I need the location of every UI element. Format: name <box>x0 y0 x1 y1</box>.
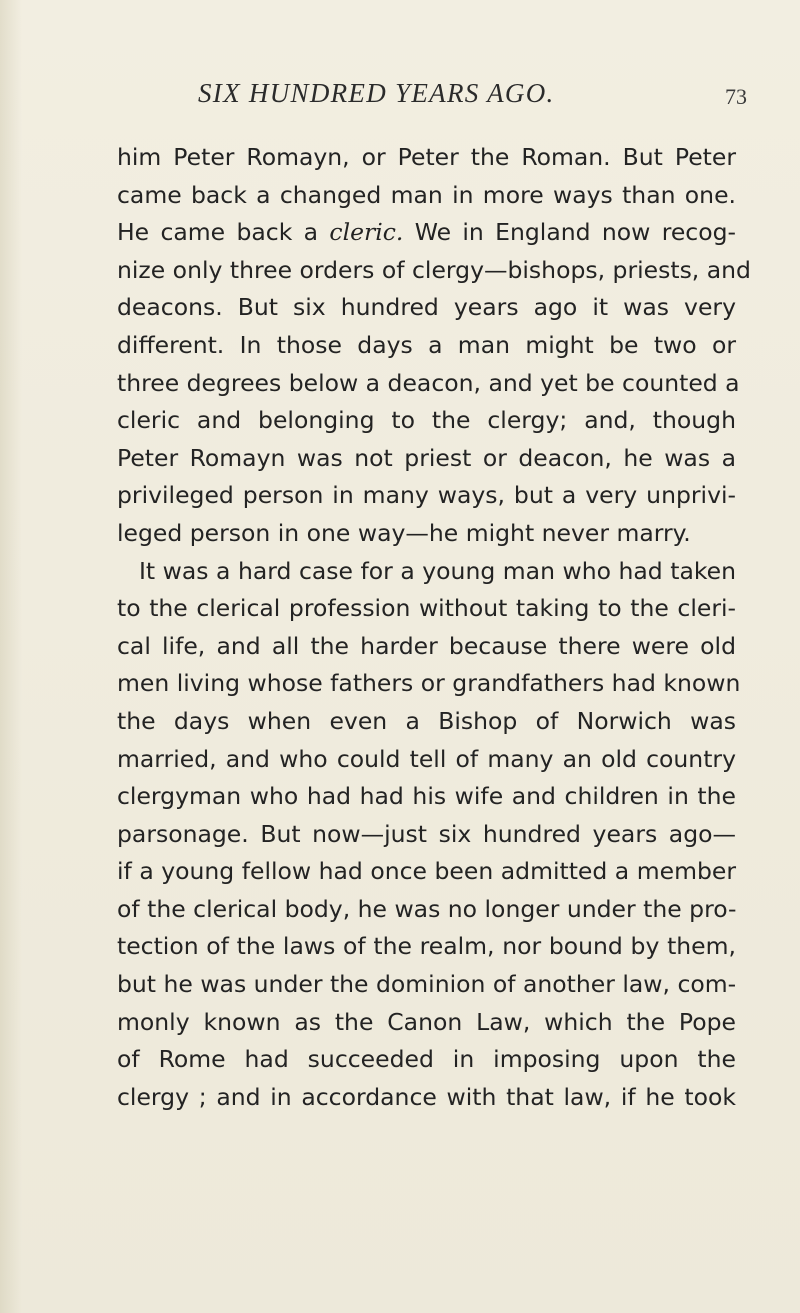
text-line: different. In those days a man might be two or <box>117 330 736 359</box>
running-title: SIX HUNDRED YEARS AGO. <box>198 78 555 108</box>
text-line: cleric and belonging to the clergy; and, though <box>117 406 736 435</box>
text-line: cal life, and all the harder because there were old <box>117 631 736 660</box>
text-line: to the clerical profession without taking to the cleri- <box>117 594 736 623</box>
text-line: He came back a cleric. We in England now recog- <box>117 218 736 247</box>
text-line: privileged person in many ways, but a very unprivi- <box>117 481 736 510</box>
text-line: monly known as the Canon Law, which the Pope <box>117 1007 736 1036</box>
text-line: of Rome had succeeded in imposing upon the <box>117 1045 736 1074</box>
body-text <box>117 139 751 1116</box>
text-line: the days when even a Bishop of Norwich was <box>117 706 736 735</box>
text-line: leged person in one way—he might never marry. <box>117 518 691 547</box>
text-line: came back a changed man in more ways than one. <box>117 180 736 209</box>
text-line: of the clerical body, he was no longer under the pro- <box>117 894 737 923</box>
text-line: clergy ; and in accordance with that law, if he took <box>117 1082 736 1111</box>
text-line: men living whose fathers or grandfathers had known <box>117 669 741 698</box>
text-line: Peter Romayn was not priest or deacon, he was a <box>117 443 736 472</box>
text-line: clergyman who had had his wife and children in the <box>117 782 736 811</box>
text-line: three degrees below a deacon, and yet be counted a <box>117 368 740 397</box>
page-number: 73 <box>725 84 747 109</box>
text-line: nize only three orders of clergy—bishops, priests, and <box>117 255 751 284</box>
text-line: but he was under the dominion of another law, com- <box>117 970 737 999</box>
text-line: deacons. But six hundred years ago it was very <box>117 293 736 322</box>
text-line: if a young fellow had once been admitted a member <box>117 857 736 886</box>
text-line: him Peter Romayn, or Peter the Roman. But Peter <box>117 143 736 171</box>
text-line-paragraph-start: It was a hard case for a young man who had taken <box>139 556 736 585</box>
text-line: parsonage. But now—just six hundred years ago— <box>117 819 736 848</box>
text-line: tection of the laws of the realm, nor bound by them, <box>117 932 736 961</box>
text-line: married, and who could tell of many an old country <box>117 744 736 773</box>
page-header <box>0 78 800 118</box>
italic-word: cleric. <box>329 218 404 247</box>
